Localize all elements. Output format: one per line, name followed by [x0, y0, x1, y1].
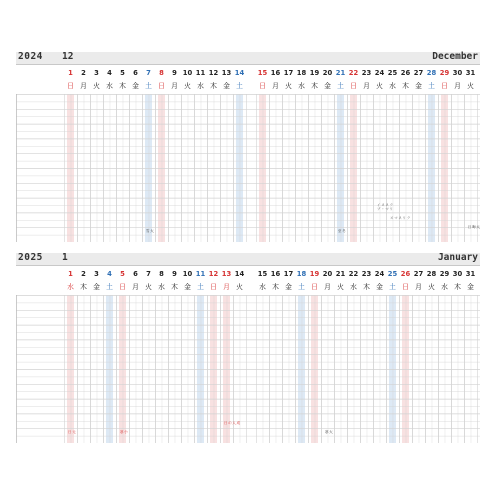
date-number: 24	[374, 69, 385, 77]
date-number: 15	[257, 270, 268, 278]
date-number: 8	[159, 270, 164, 278]
weekday-label: 木	[402, 82, 409, 90]
date-number: 29	[439, 69, 450, 77]
month-name: January	[437, 252, 478, 263]
date-number: 3	[94, 270, 99, 278]
date-number: 5	[120, 270, 125, 278]
date-number: 19	[309, 270, 320, 278]
date-number: 29	[439, 270, 450, 278]
weekend-column-tint	[389, 295, 396, 443]
date-number: 28	[426, 270, 437, 278]
date-number: 12	[208, 270, 219, 278]
weekday-label: 日	[441, 82, 448, 90]
weekday-label: 月	[415, 283, 422, 291]
event-label: クリスマス	[390, 216, 412, 220]
weekday-label: 水	[67, 283, 74, 291]
weekday-label: 土	[197, 283, 204, 291]
date-number: 25	[387, 270, 398, 278]
weekday-label: 火	[285, 82, 292, 90]
weekday-label: 月	[80, 82, 87, 90]
date-number: 21	[335, 69, 346, 77]
date-number: 14	[234, 69, 245, 77]
date-number: 16	[270, 270, 281, 278]
date-number: 11	[195, 69, 206, 77]
date-number: 27	[413, 270, 424, 278]
weekday-label: 火	[337, 283, 344, 291]
date-number: 2	[81, 270, 86, 278]
weekend-column-tint	[350, 94, 357, 242]
year-label: 2024	[18, 51, 43, 62]
weekend-column-tint	[145, 94, 155, 242]
weekday-label: 水	[298, 82, 305, 90]
date-number: 26	[400, 270, 411, 278]
weekday-label: 木	[80, 283, 87, 291]
date-number: 26	[400, 69, 411, 77]
event-label: 大寒	[325, 430, 334, 434]
weekday-label: 月	[324, 283, 331, 291]
planner-grid[interactable]	[16, 295, 480, 443]
date-number: 3	[94, 69, 99, 77]
date-number: 5	[120, 69, 125, 77]
date-number: 30	[452, 69, 463, 77]
date-number: 20	[322, 270, 333, 278]
event-label: 元日	[68, 430, 77, 434]
date-number: 7	[146, 270, 151, 278]
weekday-label: 火	[467, 82, 474, 90]
grid-lines	[16, 295, 480, 443]
weekend-column-tint	[210, 295, 217, 443]
weekday-label: 火	[145, 283, 152, 291]
weekend-column-tint	[402, 295, 409, 443]
weekday-label: 月	[454, 82, 461, 90]
weekend-column-tint	[236, 94, 243, 242]
weekend-column-tint	[67, 295, 77, 443]
event-label: 小寒	[120, 430, 129, 434]
date-number-row	[16, 68, 480, 79]
date-number: 23	[361, 69, 372, 77]
weekday-label: 水	[106, 82, 113, 90]
date-number: 1	[68, 69, 73, 77]
date-number: 13	[221, 69, 232, 77]
date-number: 18	[296, 69, 307, 77]
date-number: 10	[182, 270, 193, 278]
weekday-label: 土	[106, 283, 113, 291]
weekday-label: 金	[324, 82, 331, 90]
weekday-label: 火	[428, 283, 435, 291]
weekday-label: 金	[415, 82, 422, 90]
weekday-label: 金	[376, 283, 383, 291]
weekday-label: 月	[363, 82, 370, 90]
month-header	[16, 52, 480, 65]
weekday-label: 火	[93, 82, 100, 90]
weekday-label: 火	[236, 283, 243, 291]
weekend-column-tint	[298, 295, 305, 443]
date-number: 22	[348, 69, 359, 77]
weekday-label: 金	[285, 283, 292, 291]
date-number: 24	[374, 270, 385, 278]
weekday-label: 月	[171, 82, 178, 90]
event-label: 大晦日	[468, 224, 481, 229]
weekday-row	[16, 282, 480, 293]
weekday-label: 日	[402, 283, 409, 291]
weekday-label: 日	[350, 82, 357, 90]
weekday-label: 木	[272, 283, 279, 291]
date-number: 4	[107, 270, 112, 278]
date-number: 21	[335, 270, 346, 278]
weekday-label: 金	[467, 283, 474, 291]
weekend-column-tint	[441, 94, 448, 242]
month-number: 12	[62, 51, 74, 62]
date-number: 12	[208, 69, 219, 77]
month-number: 1	[62, 252, 68, 263]
weekday-label: 水	[197, 82, 204, 90]
weekday-label: 土	[236, 82, 243, 90]
weekday-label: 金	[184, 283, 191, 291]
event-label: 大雪	[146, 229, 155, 233]
date-number: 7	[146, 69, 151, 77]
weekday-row	[16, 81, 480, 92]
date-number: 19	[309, 69, 320, 77]
weekday-label: 日	[311, 283, 318, 291]
date-number: 30	[452, 270, 463, 278]
weekday-label: 土	[337, 82, 344, 90]
weekday-label: 水	[389, 82, 396, 90]
event-label: 冬至	[338, 229, 347, 233]
date-number: 14	[234, 270, 245, 278]
weekday-label: 木	[454, 283, 461, 291]
date-number: 2	[81, 69, 86, 77]
weekend-column-tint	[158, 94, 165, 242]
date-number: 27	[413, 69, 424, 77]
date-number: 13	[221, 270, 232, 278]
weekday-label: 土	[298, 283, 305, 291]
date-number: 16	[270, 69, 281, 77]
weekend-column-tint	[337, 94, 347, 242]
weekday-label: 日	[158, 82, 165, 90]
weekday-label: 火	[184, 82, 191, 90]
date-number: 25	[387, 69, 398, 77]
weekday-label: 日	[210, 283, 217, 291]
weekday-label: 木	[311, 82, 318, 90]
weekend-column-tint	[106, 295, 113, 443]
date-number: 10	[182, 69, 193, 77]
weekend-column-tint	[67, 94, 74, 242]
weekday-label: 木	[171, 283, 178, 291]
date-number: 23	[361, 270, 372, 278]
date-number: 31	[465, 69, 476, 77]
weekday-label: 火	[376, 82, 383, 90]
weekday-label: 土	[428, 82, 435, 90]
weekday-label: 月	[223, 283, 230, 291]
weekend-column-tint	[119, 295, 129, 443]
date-number: 11	[195, 270, 206, 278]
weekday-label: 日	[259, 82, 266, 90]
weekend-column-tint	[311, 295, 318, 443]
date-number-row	[16, 269, 480, 280]
year-label: 2025	[18, 252, 43, 263]
weekday-label: 水	[158, 283, 165, 291]
date-number: 18	[296, 270, 307, 278]
date-number: 8	[159, 69, 164, 77]
weekday-label: 金	[132, 82, 139, 90]
month-name: December	[432, 51, 478, 62]
date-number: 20	[322, 69, 333, 77]
month-header	[16, 253, 480, 266]
date-number: 9	[172, 69, 177, 77]
date-number: 17	[283, 69, 294, 77]
date-number: 9	[172, 270, 177, 278]
weekday-label: 日	[119, 283, 126, 291]
date-number: 17	[283, 270, 294, 278]
event-label: クリスマス・イブ	[377, 202, 394, 210]
event-label: 成人の日	[224, 421, 241, 425]
weekday-label: 水	[350, 283, 357, 291]
weekend-column-tint	[259, 94, 266, 242]
weekday-label: 水	[259, 283, 266, 291]
date-number: 6	[133, 69, 138, 77]
weekday-label: 金	[223, 82, 230, 90]
weekday-label: 月	[272, 82, 279, 90]
date-number: 1	[68, 270, 73, 278]
date-number: 4	[107, 69, 112, 77]
weekday-label: 木	[210, 82, 217, 90]
weekday-label: 月	[132, 283, 139, 291]
date-number: 6	[133, 270, 138, 278]
weekday-label: 木	[363, 283, 370, 291]
weekday-label: 金	[93, 283, 100, 291]
weekday-label: 土	[145, 82, 152, 90]
weekday-label: 水	[441, 283, 448, 291]
weekday-label: 木	[119, 82, 126, 90]
date-number: 15	[257, 69, 268, 77]
date-number: 28	[426, 69, 437, 77]
weekend-column-tint	[197, 295, 204, 443]
date-number: 22	[348, 270, 359, 278]
weekday-label: 日	[67, 82, 74, 90]
weekday-label: 土	[389, 283, 396, 291]
weekend-column-tint	[428, 94, 435, 242]
date-number: 31	[465, 270, 476, 278]
